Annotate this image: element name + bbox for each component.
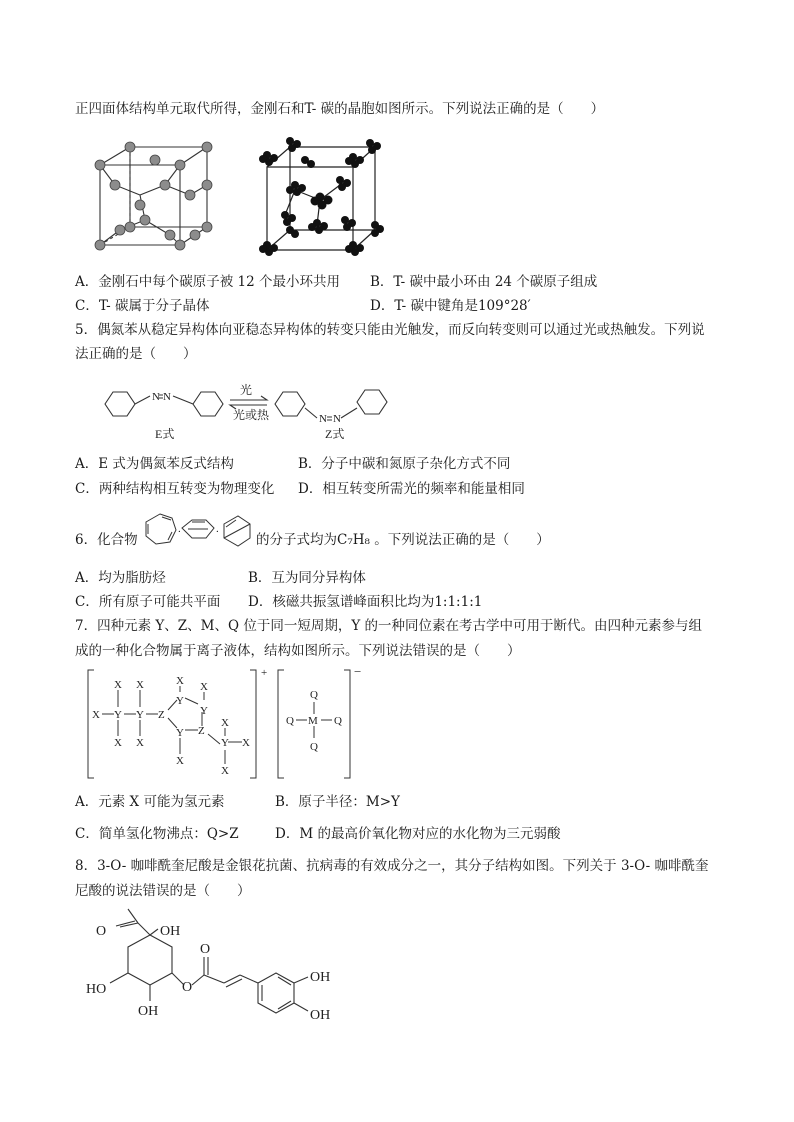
oh2-label: OH [138, 1004, 159, 1019]
azobenzene-isomer-figure [95, 372, 535, 444]
svg-text:Q: Q [310, 689, 318, 701]
arrow-bottom-label: 光或热 [233, 408, 270, 422]
option-letter: C． [75, 594, 99, 610]
nitrogen-label: N [163, 391, 171, 403]
option-text: T- 碳中键角是109°28′ [394, 298, 531, 314]
o1-label: O [96, 924, 107, 939]
svg-text:X: X [221, 765, 229, 777]
svg-text:X: X [114, 679, 122, 691]
q7-option-d[interactable] [275, 825, 560, 843]
svg-text:X: X [136, 737, 144, 749]
svg-text:X: X [176, 675, 184, 687]
svg-text:Z: Z [198, 725, 205, 737]
option-text: 金刚石中每个碳原子被 12 个最小环共用 [98, 274, 341, 290]
q7-stem-line2: 成的一种化合物属于离子液体，结构如图所示。下列说法错误的是（ ） [75, 643, 521, 659]
svg-text:Q: Q [286, 715, 294, 727]
svg-text:Z: Z [158, 709, 165, 721]
option-letter: A． [75, 456, 99, 472]
q8-stem-line1: 8．3-O- 咖啡酰奎尼酸是金银花抗菌、抗病毒的有效成分之一，其分子结构如图。下列关于 3-O- 咖啡酰奎 [75, 858, 709, 874]
nitrogen-label: N [152, 391, 160, 403]
svg-text:X: X [136, 679, 144, 691]
q6-stem-prefix: 6．化合物 [75, 532, 138, 548]
q4-option-c[interactable] [75, 297, 209, 315]
q7-option-a[interactable] [75, 793, 224, 811]
option-letter: A． [75, 274, 99, 290]
option-text: T- 碳中最小环由 24 个碳原子组成 [393, 274, 598, 290]
svg-text:X: X [242, 737, 250, 749]
option-letter: A． [75, 794, 99, 810]
e-form-label: E式 [155, 427, 175, 441]
option-text: 互为同分异构体 [271, 570, 366, 586]
option-text: 原子半径：M>Y [298, 794, 400, 810]
q6-option-a[interactable] [75, 569, 166, 587]
svg-text:Y: Y [200, 705, 208, 717]
option-text: 分子中碳和氮原子杂化方式不同 [321, 456, 511, 472]
anion-charge: − [354, 664, 362, 679]
q5-option-c[interactable] [75, 480, 274, 498]
t-carbon-unit-cell-figure [255, 135, 385, 260]
ionic-liquid-structure-figure [82, 662, 372, 782]
option-text: 均为脂肪烃 [98, 570, 166, 586]
option-text: 核磁共振氢谱峰面积比均为1:1:1:1 [272, 594, 483, 610]
diamond-unit-cell-figure [85, 135, 220, 260]
svg-text:M: M [308, 715, 318, 727]
svg-text:Y: Y [136, 709, 144, 721]
option-letter: D． [370, 298, 395, 314]
option-letter: D． [275, 826, 300, 842]
q8-stem-line2: 尼酸的说法错误的是（ ） [75, 883, 251, 899]
svg-text:Y: Y [114, 709, 122, 721]
q5-option-d[interactable] [298, 480, 525, 498]
nitrogen-label: N [333, 413, 341, 425]
q7-option-b[interactable] [275, 793, 400, 811]
svg-text:Y: Y [176, 727, 184, 739]
oh4-label: OH [310, 1008, 331, 1023]
c7h8-structures-figure [142, 510, 254, 558]
option-text: M 的最高价氧化物对应的水化物为三元弱酸 [299, 826, 561, 842]
q7-stem-line1: 7．四种元素 Y、Z、M、Q 位于同一短周期，Y 的一种同位素在考古学中可用于断代。由四种元素参与组 [75, 618, 703, 634]
svg-text:X: X [200, 681, 208, 693]
option-letter: B． [275, 794, 299, 810]
q4-option-a[interactable] [75, 273, 340, 291]
option-text: 元素 X 可能为氢元素 [98, 794, 225, 810]
q7-option-c[interactable] [75, 825, 239, 843]
q6-stem-suffix: 的分子式均为C₇H₈ 。下列说法正确的是（ ） [256, 532, 550, 548]
option-letter: C． [75, 298, 99, 314]
svg-text:Q: Q [334, 715, 342, 727]
oh1-label: OH [160, 924, 181, 939]
option-text: 两种结构相互转变为物理变化 [98, 481, 275, 497]
q4-option-b[interactable] [370, 273, 597, 291]
q6-option-b[interactable] [248, 569, 366, 587]
o2-label: O [182, 980, 193, 995]
svg-text:Y: Y [176, 695, 184, 707]
q6-option-c[interactable] [75, 593, 220, 611]
q5-stem-line1: 5．偶氮苯从稳定异构体向亚稳态异构体的转变只能由光触发，而反向转变则可以通过光或热触发。下列说 [75, 322, 705, 338]
option-letter: C． [75, 826, 99, 842]
q5-option-b[interactable] [298, 455, 510, 473]
q4-option-d[interactable] [370, 297, 531, 315]
oh3-label: OH [310, 970, 331, 985]
svg-text:X: X [221, 717, 229, 729]
o3-label: O [200, 942, 211, 957]
option-text: 相互转变所需光的频率和能量相同 [322, 481, 525, 497]
arrow-top-label: 光 [240, 383, 253, 397]
option-letter: B． [248, 570, 272, 586]
option-text: E 式为偶氮苯反式结构 [98, 456, 234, 472]
caffeoylquinic-acid-structure-figure [80, 905, 350, 1030]
z-form-label: Z式 [325, 427, 345, 441]
separator: . [216, 523, 219, 535]
svg-text:Y: Y [221, 737, 229, 749]
option-letter: D． [248, 594, 273, 610]
svg-text:X: X [176, 755, 184, 767]
option-text: 所有原子可能共平面 [98, 594, 221, 610]
svg-text:X: X [114, 737, 122, 749]
separator: . [178, 523, 181, 535]
q4-intro: 正四面体结构单元取代所得，金刚石和T- 碳的晶胞如图所示。下列说法正确的是（ ） [75, 101, 605, 117]
option-text: 简单氢化物沸点：Q>Z [98, 826, 239, 842]
q6-option-d[interactable] [248, 593, 482, 611]
option-letter: A． [75, 570, 99, 586]
cation-charge: + [261, 667, 268, 679]
svg-text:X: X [92, 709, 100, 721]
svg-text:Q: Q [310, 741, 318, 753]
option-letter: B． [298, 456, 322, 472]
q5-option-a[interactable] [75, 455, 234, 473]
q5-stem-line2: 法正确的是（ ） [75, 346, 197, 362]
nitrogen-label: N [319, 413, 327, 425]
ho1-label: HO [86, 982, 107, 997]
option-letter: B． [370, 274, 394, 290]
option-letter: D． [298, 481, 323, 497]
option-letter: C． [75, 481, 99, 497]
option-text: T- 碳属于分子晶体 [98, 298, 210, 314]
